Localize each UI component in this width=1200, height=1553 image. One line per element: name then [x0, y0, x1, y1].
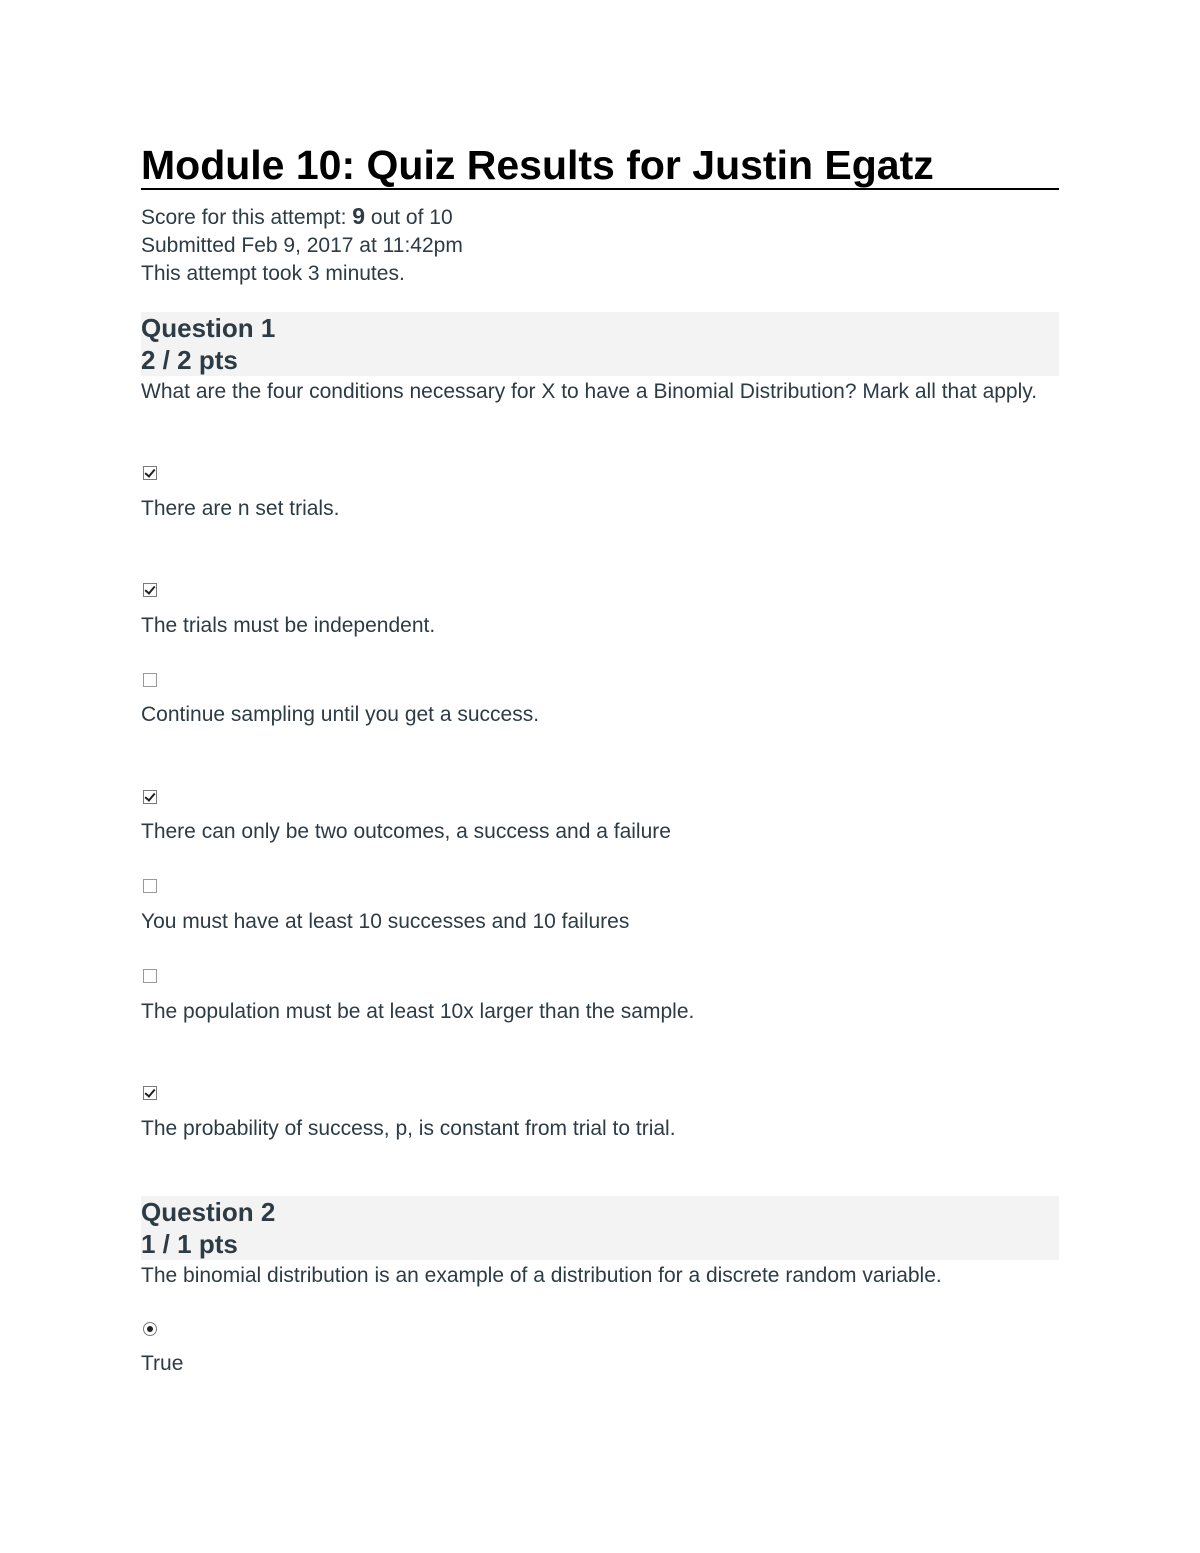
question-points: 1 / 1 pts: [141, 1229, 238, 1259]
option-checkbox[interactable]: [143, 1086, 157, 1100]
page-title: Module 10: Quiz Results for Justin Egatz: [141, 142, 1059, 190]
option-radio[interactable]: [143, 1322, 157, 1336]
option-label: The probability of success, p, is constant from trial to trial.: [141, 1117, 676, 1140]
question-points: 2 / 2 pts: [141, 345, 238, 375]
option-label: There can only be two outcomes, a success and a failure: [141, 820, 671, 843]
question-title: Question 2: [141, 1197, 276, 1227]
attempt-info: [141, 202, 463, 288]
option-checkbox[interactable]: [143, 879, 157, 893]
option-label: The trials must be independent.: [141, 614, 436, 637]
question-text: What are the four conditions necessary for X to have a Binomial Distribution? Mark all that apply.: [141, 380, 1038, 403]
submitted-line: Submitted Feb 9, 2017 at 11:42pm: [141, 234, 463, 257]
question-1-header: [141, 312, 1059, 376]
duration-line: This attempt took 3 minutes.: [141, 262, 405, 285]
score-prefix: Score for this attempt:: [141, 206, 353, 229]
question-2-header: [141, 1196, 1059, 1260]
option-checkbox[interactable]: [143, 969, 157, 983]
option-checkbox[interactable]: [143, 583, 157, 597]
option-label: There are n set trials.: [141, 497, 340, 520]
option-label: Continue sampling until you get a success.: [141, 703, 540, 726]
option-checkbox[interactable]: [143, 673, 157, 687]
option-label: True: [141, 1352, 184, 1375]
question-title: Question 1: [141, 313, 276, 343]
score-line: [141, 202, 463, 232]
score-value: 9: [352, 203, 366, 229]
score-suffix: out of 10: [365, 206, 453, 229]
option-checkbox[interactable]: [143, 466, 157, 480]
option-label: You must have at least 10 successes and 10 failures: [141, 910, 630, 933]
option-checkbox[interactable]: [143, 790, 157, 804]
question-text: The binomial distribution is an example of a distribution for a discrete random variable.: [141, 1264, 942, 1287]
option-label: The population must be at least 10x larger than the sample.: [141, 1000, 695, 1023]
